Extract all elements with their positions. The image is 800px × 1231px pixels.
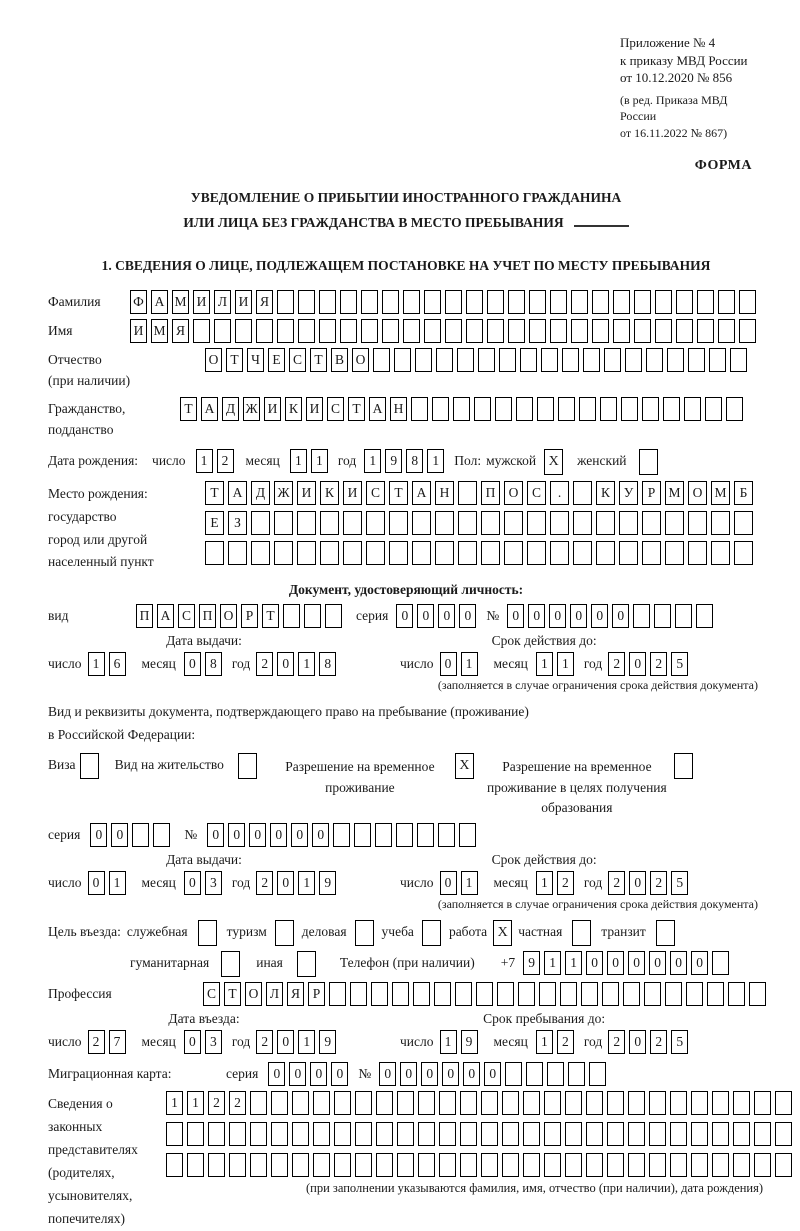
residence-expiry-group (400, 852, 688, 895)
purpose-study-label: учеба (381, 924, 414, 940)
stay-day[interactable]: 1 9 (440, 1030, 478, 1054)
entry-date-group (48, 1011, 400, 1054)
representatives-block (48, 1091, 764, 1231)
section1-title: 1. СВЕДЕНИЯ О ЛИЦЕ, ПОДЛЕЖАЩЕМ ПОСТАНОВКЕ НА УЧЕТ ПО МЕСТУ ПРЕБЫВАНИЯ (101, 257, 711, 273)
year-label: год (583, 875, 603, 891)
day-label: число (400, 1034, 434, 1050)
birth-place-row1[interactable]: Т А Д Ж И К И С Т А Н П О С . К У Р М О М Б (205, 481, 753, 505)
restriction-note: (заполняется в случае ограничения срока действия документа) (437, 897, 758, 912)
citizenship-boxes[interactable]: Т А Д Ж И К И С Т А Н (180, 397, 743, 421)
given-name-row (48, 319, 764, 343)
birth-place-row2[interactable]: Е З (205, 511, 753, 535)
temp-residence-checkbox[interactable]: X (455, 753, 474, 779)
birth-place-label: Место рождения: государство город или другой населенный пункт (48, 485, 154, 570)
year-label: год (583, 656, 603, 672)
purpose-study-checkbox[interactable] (422, 920, 441, 946)
temp-residence-edu-checkbox[interactable] (674, 753, 693, 779)
series-label: серия (48, 827, 81, 843)
phone-prefix: +7 (500, 955, 516, 971)
migration-number-boxes[interactable]: 0 0 0 0 0 0 (379, 1062, 606, 1086)
patronymic-label: Отчество (при наличии) (48, 351, 131, 388)
residence-doc-series-row (48, 823, 764, 847)
purpose-official-label: служебная (126, 924, 188, 940)
identity-doc-dates (48, 633, 764, 676)
citizenship-label: Гражданство, подданство (48, 400, 126, 437)
temp-residence-label: Разрешение на временное проживание (285, 759, 435, 795)
identity-doc-row (48, 604, 764, 628)
residence-permit-checkbox[interactable] (238, 753, 257, 779)
doc-issue-day[interactable]: 1 6 (88, 652, 126, 676)
sex-male-checkbox[interactable]: X (544, 449, 563, 475)
citizenship-row (48, 397, 764, 441)
stay-year[interactable]: 2 0 2 5 (608, 1030, 688, 1054)
residence-issue-month[interactable]: 0 3 (184, 871, 222, 895)
migration-series-boxes[interactable]: 0 0 0 0 (268, 1062, 348, 1086)
year-label: год (337, 452, 357, 468)
birth-month-boxes[interactable]: 1 1 (290, 449, 328, 473)
purpose-official-checkbox[interactable] (198, 920, 217, 946)
representatives-caption: (при заполнении указываются фамилия, имя, отчество (при наличии), дата рождения) (306, 1181, 764, 1196)
purpose-tourism-label: туризм (226, 924, 267, 940)
form-title-line2: ИЛИ ЛИЦА БЕЗ ГРАЖДАНСТВА В МЕСТО ПРЕБЫВАНИЯ (48, 211, 764, 236)
form-label: ФОРМА (694, 158, 752, 174)
amendment-line: (в ред. Приказа МВД России (620, 92, 728, 124)
day-label: число (48, 875, 82, 891)
birth-place-row3[interactable] (205, 541, 753, 565)
sex-female-label: женский (577, 452, 627, 468)
reference-line: Приложение № 4 (620, 35, 716, 50)
purpose-other-checkbox[interactable] (297, 951, 316, 977)
phone-boxes[interactable]: 9 1 1 0 0 0 0 0 0 (523, 951, 729, 975)
day-label: число (400, 656, 434, 672)
patronymic-row (48, 348, 764, 392)
reference-line: от 10.12.2020 № 856 (620, 70, 733, 86)
restriction-note: (заполняется в случае ограничения срока действия документа) (437, 678, 758, 693)
doc-issue-month[interactable]: 0 8 (184, 652, 222, 676)
birth-date-row (48, 449, 764, 475)
order-reference-block (620, 34, 764, 142)
year-label: год (583, 1034, 603, 1050)
purpose-humanitarian-label: гуманитарная (130, 955, 210, 971)
visa-checkbox[interactable] (80, 753, 99, 779)
entry-day[interactable]: 2 7 (88, 1030, 126, 1054)
representatives-row1[interactable]: 1 1 2 2 (166, 1091, 792, 1115)
year-label: год (231, 875, 251, 891)
month-label: месяц (493, 1034, 528, 1050)
purpose-work-checkbox[interactable]: X (493, 920, 512, 946)
amendment-block (620, 92, 764, 142)
purpose-business-label: деловая (301, 924, 347, 940)
given-name-boxes[interactable]: И М Я (130, 319, 756, 343)
residence-expiry-day[interactable]: 0 1 (440, 871, 478, 895)
doc-kind-label: вид (48, 608, 69, 624)
residence-doc-intro: Вид и реквизиты документа, подтверждающего право на пребывание (проживание) в Российской Федерации: (48, 704, 529, 743)
day-label: число (48, 656, 82, 672)
visa-label: Виза (48, 757, 76, 773)
representatives-boxes (166, 1091, 792, 1196)
patronymic-boxes[interactable]: О Т Ч Е С Т В О (205, 348, 747, 372)
day-label: число (48, 1034, 82, 1050)
birth-day-boxes[interactable]: 1 2 (196, 449, 234, 473)
temp-residence-edu-label: Разрешение на временное проживание в целях получения образования (487, 759, 667, 815)
month-label: месяц (493, 875, 528, 891)
entry-purpose-label: Цель въезда: (48, 924, 121, 940)
residence-issue-heading: Дата выдачи: (166, 852, 242, 868)
residence-issue-group (48, 852, 400, 895)
entry-month[interactable]: 0 3 (184, 1030, 222, 1054)
representatives-row2[interactable] (166, 1122, 792, 1146)
month-label: месяц (141, 656, 176, 672)
purpose-tourism-checkbox[interactable] (275, 920, 294, 946)
doc-expiry-heading: Срок действия до: (491, 633, 597, 649)
residence-issue-year[interactable]: 2 0 1 9 (256, 871, 336, 895)
doc-expiry-group (400, 633, 688, 676)
surname-boxes[interactable]: Ф А М И Л И Я (130, 290, 756, 314)
number-label: № (184, 827, 198, 843)
purpose-humanitarian-checkbox[interactable] (221, 951, 240, 977)
form-title (48, 186, 764, 236)
sex-female-checkbox[interactable] (639, 449, 658, 475)
residence-issue-day[interactable]: 0 1 (88, 871, 126, 895)
stay-until-group (400, 1011, 688, 1054)
doc-number-boxes[interactable]: 0 0 0 0 0 0 (507, 604, 713, 628)
purpose-transit-checkbox[interactable] (656, 920, 675, 946)
migration-card-label: Миграционная карта: (48, 1066, 172, 1082)
purpose-private-checkbox[interactable] (572, 920, 591, 946)
residence-doc-options (48, 753, 764, 818)
residence-series-boxes[interactable]: 0 0 (90, 823, 170, 847)
residence-number-boxes[interactable]: 0 0 0 0 0 0 (207, 823, 476, 847)
surname-label: Фамилия (48, 293, 101, 309)
sex-male-label: мужской (486, 452, 537, 468)
stay-until-heading: Срок пребывания до: (483, 1011, 606, 1027)
doc-kind-boxes[interactable]: П А С П О Р Т (136, 604, 342, 628)
profession-row (48, 982, 764, 1006)
doc-number-label: № (486, 608, 500, 624)
title-blank-underline (574, 225, 629, 227)
stay-month[interactable]: 1 2 (536, 1030, 574, 1054)
surname-row (48, 290, 764, 314)
purpose-other-label: иная (256, 955, 283, 971)
entry-stay-dates (48, 1011, 764, 1054)
profession-label: Профессия (48, 986, 112, 1002)
amendment-line: от 16.11.2022 № 867) (620, 126, 728, 141)
month-label: месяц (493, 656, 528, 672)
form-title-line1: УВЕДОМЛЕНИЕ О ПРИБЫТИИ ИНОСТРАННОГО ГРАЖДАНИНА (190, 190, 622, 206)
year-label: год (231, 1034, 251, 1050)
birth-year-boxes[interactable]: 1 9 8 1 (364, 449, 444, 473)
day-label: число (400, 875, 434, 891)
representatives-label: Сведения о законных представителях (родителях, усыновителях, попечителях) (48, 1096, 138, 1226)
entry-date-heading: Дата въезда: (168, 1011, 240, 1027)
birth-place-block (48, 481, 764, 575)
residence-expiry-heading: Срок действия до: (491, 852, 597, 868)
series-label: серия (226, 1066, 259, 1082)
year-label: год (231, 656, 251, 672)
phone-label: Телефон (при наличии) (339, 955, 475, 971)
sex-label: Пол: (454, 452, 482, 468)
doc-issue-group (48, 633, 400, 676)
reference-line: к приказу МВД России (620, 52, 748, 68)
migration-card-row (48, 1062, 764, 1086)
doc-series-label: серия (356, 608, 389, 624)
purpose-transit-label: транзит (601, 924, 646, 940)
month-label: месяц (141, 875, 176, 891)
doc-expiry-day[interactable]: 0 1 (440, 652, 478, 676)
birth-date-label: Дата рождения: (48, 452, 139, 468)
identity-doc-heading: Документ, удостоверяющий личность: (288, 582, 524, 598)
purpose-business-checkbox[interactable] (355, 920, 374, 946)
doc-expiry-month[interactable]: 1 1 (536, 652, 574, 676)
profession-boxes[interactable]: С Т О Л Я Р (203, 982, 766, 1006)
doc-expiry-year[interactable]: 2 0 2 5 (608, 652, 688, 676)
birth-place-boxes (205, 481, 753, 565)
purpose-private-label: частная (518, 924, 563, 940)
representatives-row3[interactable] (166, 1153, 792, 1177)
month-label: месяц (245, 452, 280, 468)
number-label: № (358, 1066, 372, 1082)
residence-permit-label: Вид на жительство (114, 757, 224, 773)
given-name-label: Имя (48, 322, 73, 338)
residence-expiry-month[interactable]: 1 2 (536, 871, 574, 895)
day-label: число (152, 452, 186, 468)
month-label: месяц (141, 1034, 176, 1050)
purpose-work-label: работа (448, 924, 488, 940)
doc-issue-heading: Дата выдачи: (166, 633, 242, 649)
doc-issue-year[interactable]: 2 0 1 8 (256, 652, 336, 676)
entry-year[interactable]: 2 0 1 9 (256, 1030, 336, 1054)
doc-series-boxes[interactable]: 0 0 0 0 (396, 604, 476, 628)
residence-doc-dates (48, 852, 764, 895)
residence-expiry-year[interactable]: 2 0 2 5 (608, 871, 688, 895)
purpose-phone-row (48, 951, 764, 977)
entry-purpose-row (48, 920, 764, 946)
